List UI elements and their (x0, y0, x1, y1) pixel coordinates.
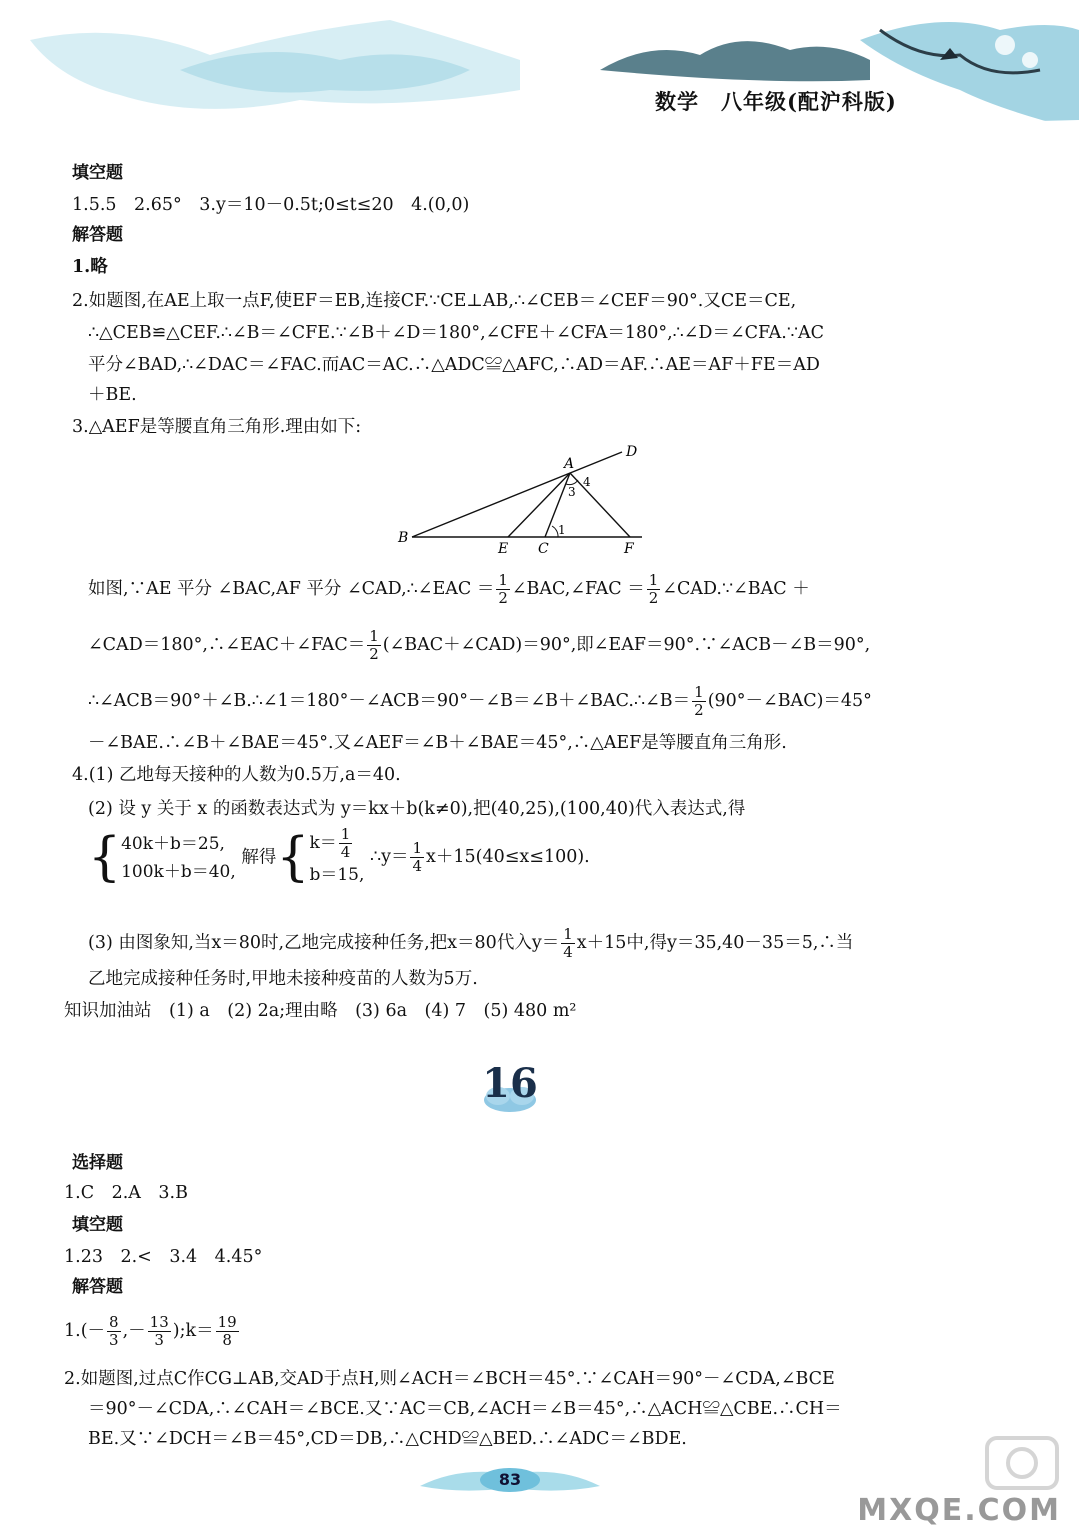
angle-3-arc (566, 480, 578, 485)
solve-q3-line1 (88, 572, 967, 607)
label-f: F (624, 541, 634, 557)
label-c: C (538, 541, 549, 557)
q4-line3-part-a: (3) 由图象知,当x＝80时,乙地完成接种任务,把x＝80代入y＝ (88, 933, 560, 953)
fraction-8-3 (107, 1314, 121, 1349)
solve-q4-line2: (2) 设 y 关于 x 的函数表达式为 y＝kx＋b(k≠0),把(40,25),(100,40)代入表达式,得 (88, 799, 746, 819)
solve-q2-line3: 平分∠BAD,∴∠DAC＝∠FAC.而AC＝AC.∴△ADC≌△AFC,∴AD＝AF.∴AE＝AF＋FE＝AD (88, 355, 820, 375)
fraction-13-3 (148, 1314, 171, 1349)
left-brace-1: { (88, 827, 122, 888)
chapter-badge (470, 1060, 550, 1120)
solve2-q2-line3: BE.又∵∠DCH＝∠B＝45°,CD＝DB,∴△CHD≌△BED.∴∠ADC＝∠BDE. (88, 1429, 687, 1449)
fraction-denominator: 8 (222, 1331, 232, 1349)
solution-b: b＝15, (309, 865, 365, 885)
fraction-numerator: 1 (498, 571, 508, 589)
solution-k (309, 825, 354, 861)
solve-q4-system (88, 826, 967, 896)
q3-line2-part-a: ∠CAD＝180°,∴∠EAC＋∠FAC＝ (88, 635, 366, 655)
label-angle-3: 3 (568, 485, 576, 499)
solve-q2-line4: ＋BE. (88, 385, 137, 405)
fraction-half (647, 572, 661, 607)
solve2-q2-line1: 2.如题图,过点C作CG⊥AB,交AD于点H,则∠ACH＝∠BCH＝45°.∵∠CAH＝90°－∠CDA,∠BCE (64, 1369, 835, 1389)
result-prefix: ∴y＝ (369, 847, 409, 867)
label-d: D (626, 444, 638, 460)
section-heading-fill-2: 填空题 (72, 1215, 123, 1235)
fraction-numerator: 13 (149, 1313, 169, 1331)
section-heading-solve-2: 解答题 (72, 1277, 123, 1297)
q3-line1-part-b: ∠BAC,∠FAC ＝ (511, 579, 645, 599)
fraction-numerator: 1 (369, 627, 379, 645)
fraction-denominator: 2 (648, 589, 659, 607)
fraction-denominator: 3 (154, 1331, 164, 1349)
chapter-number: 16 (482, 1060, 538, 1107)
label-angle-1: 1 (558, 523, 566, 537)
q3-line2-part-b: (∠BAC＋∠CAD)＝90°,即∠EAF＝90°.∵∠ACB－∠B＝90°, (382, 635, 871, 655)
geometry-figure (390, 440, 660, 560)
fraction-numerator: 1 (340, 825, 351, 843)
fraction-quarter (561, 926, 575, 961)
q3-line1-part-c: ∠CAD.∵∠BAC ＋ (662, 579, 810, 599)
solve-q1: 1.略 (72, 257, 108, 277)
knowledge-station: 知识加油站 (1) a (2) 2a;理由略 (3) 6a (4) 7 (5) 480 m² (64, 1001, 577, 1021)
solve-q2-line2: ∴△CEB≌△CEF.∴∠B＝∠CFE.∵∠B＋∠D＝180°,∠CFE＋∠CFA＝180°,∴∠D＝∠CFA.∵AC (88, 323, 824, 343)
fill-answers: 1.5.5 2.65° 3.y＝10－0.5t;0≤t≤20 4.(0,0) (72, 195, 470, 215)
fraction-quarter (410, 840, 424, 875)
solve-q4-line4: 乙地完成接种任务时,甲地未接种疫苗的人数为5万. (88, 969, 478, 989)
fraction-half (367, 628, 381, 663)
fraction-denominator: 2 (369, 645, 379, 663)
solve2-q1-prefix: 1.(－ (64, 1321, 106, 1341)
q3-line3-part-b: (90°－∠BAC)＝45° (707, 691, 872, 711)
fraction-numerator: 19 (217, 1313, 237, 1331)
fraction-denominator: 4 (340, 843, 351, 861)
solve-q3-intro: 3.△AEF是等腰直角三角形.理由如下: (72, 417, 362, 437)
q3-line3-part-a: ∴∠ACB＝90°＋∠B.∴∠1＝180°－∠ACB＝90°－∠B＝∠B＋∠BAC.∴∠B＝ (88, 691, 691, 711)
fraction-numerator: 8 (109, 1313, 119, 1331)
equation-2: 100k＋b＝40, (121, 861, 236, 882)
equation-system-given (121, 830, 236, 886)
fraction-half (692, 684, 706, 719)
fraction-numerator: 1 (412, 839, 423, 857)
section-heading-choice: 选择题 (72, 1153, 123, 1173)
left-brace-2: { (276, 827, 310, 888)
equation-system-solution (309, 826, 364, 889)
fraction-denominator: 3 (109, 1331, 119, 1349)
solve-q4-line1: 4.(1) 乙地每天接种的人数为0.5万,a＝40. (72, 765, 401, 785)
fraction-denominator: 4 (412, 857, 423, 875)
solution-k-label: k＝ (309, 833, 337, 853)
line-af (570, 473, 630, 537)
solve2-q1 (64, 1314, 967, 1349)
watermark-text: MXQE.COM (857, 1493, 1061, 1528)
solve-q3-line4: －∠BAE.∴∠B＋∠BAE＝45°.又∠AEF＝∠B＋∠BAE＝45°,∴△AEF是等腰直角三角形. (88, 733, 787, 753)
fraction-denominator: 4 (563, 943, 573, 961)
label-b: B (398, 530, 409, 546)
fraction-denominator: 2 (498, 589, 508, 607)
header-title: 数学 八年级(配沪科版) (655, 89, 897, 114)
solve-q3-line2 (88, 628, 967, 663)
result-expression (369, 839, 590, 875)
solve2-q2-line2: ＝90°－∠CDA,∴∠CAH＝∠BCE.又∵AC＝CB,∠ACH＝∠B＝45°,∴△ACH≌△CBE.∴CH＝ (88, 1399, 842, 1419)
solve-q4-line3 (88, 926, 967, 961)
label-a: A (564, 456, 575, 472)
equation-1: 40k＋b＝25, (121, 833, 225, 854)
label-e: E (498, 541, 509, 557)
page-number: 83 (498, 1470, 522, 1489)
q3-line1-part-a: 如图,∵AE 平分 ∠BAC,AF 平分 ∠CAD,∴∠EAC ＝ (88, 579, 495, 599)
fraction-numerator: 1 (694, 683, 704, 701)
solve-q2-line1: 2.如题图,在AE上取一点F,使EF＝EB,连接CF.∵CE⊥AB,∴∠CEB＝∠CEF＝90°.又CE＝CE, (72, 291, 797, 311)
result-suffix: x＋15(40≤x≤100). (426, 847, 590, 867)
fraction-19-8 (216, 1314, 239, 1349)
label-angle-4: 4 (583, 475, 591, 489)
solve2-q1-mid: ,－ (122, 1321, 146, 1341)
fraction-numerator: 1 (648, 571, 659, 589)
fill-answers-2: 1.23 2.< 3.4 4.45° (64, 1247, 263, 1267)
fraction-numerator: 1 (563, 925, 573, 943)
section-heading-fill: 填空题 (72, 163, 123, 183)
fraction-half (496, 572, 510, 607)
fraction-quarter (339, 826, 353, 861)
solve-word: 解得 (241, 847, 277, 868)
solve2-q1-k: );k＝ (172, 1321, 214, 1341)
fraction-denominator: 2 (694, 701, 704, 719)
choice-answers: 1.C 2.A 3.B (64, 1183, 188, 1203)
q4-line3-part-b: x＋15中,得y＝35,40－35＝5,∴当 (576, 933, 854, 953)
solve-q3-line3 (88, 684, 967, 719)
section-heading-solve: 解答题 (72, 225, 123, 245)
